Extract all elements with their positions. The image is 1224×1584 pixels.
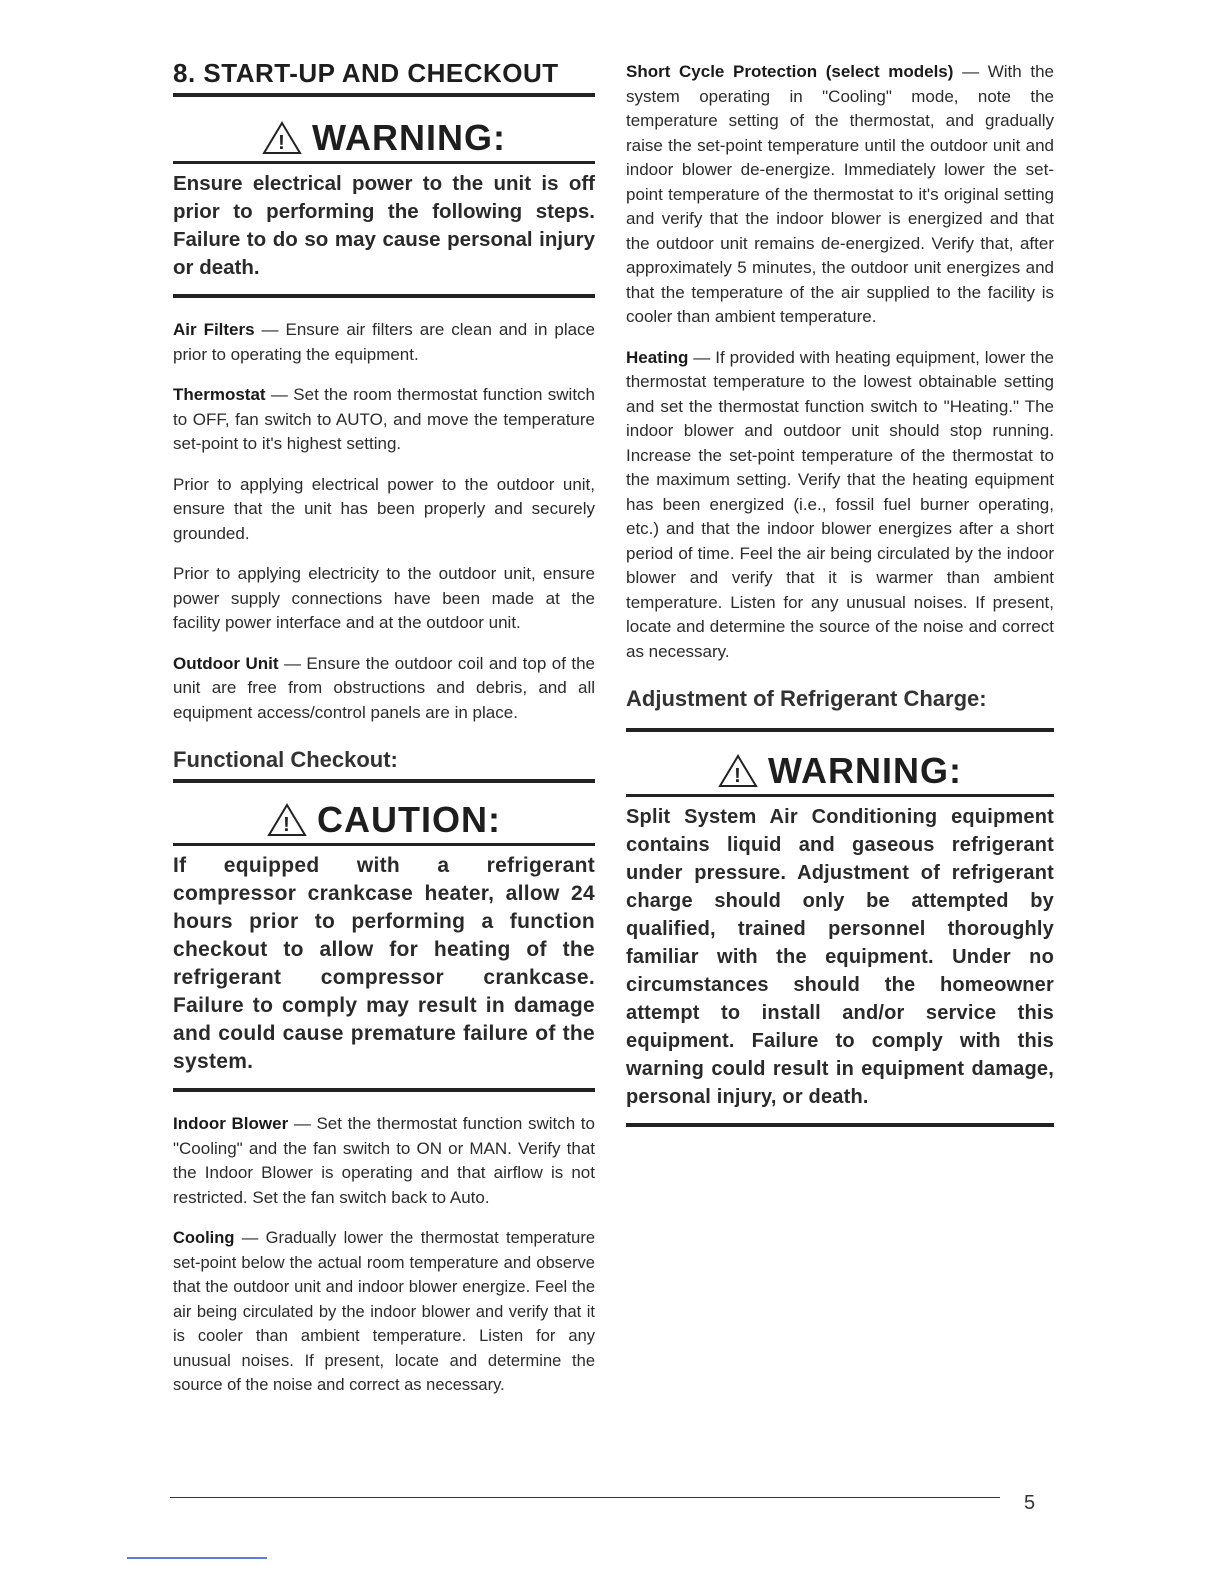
warning-heading-text: WARNING:: [312, 117, 506, 158]
thermostat-paragraph: [173, 383, 595, 457]
scan-mark-line: [127, 1557, 267, 1559]
svg-text:!: !: [734, 765, 742, 787]
functional-checkout-title: Functional Checkout:: [173, 747, 595, 783]
heating-paragraph: [626, 346, 1054, 665]
short-cycle-label: Short Cycle Protection (select models): [626, 62, 954, 81]
thermostat-label: Thermostat: [173, 385, 266, 404]
heating-text: — If provided with heating equipment, lower the thermostat temperature to the lowest obtainable setting and set the thermostat function switch to "Heating." The indoor blower and outdoor unit should stop running. Increase the set-point temperature of the thermostat to the maximum setting. Verify that the heating equipment has been energized (i.e., fossil fuel burner operating, etc.) and that the indoor blower energizes after a short period of time. Feel the air being circulated by the indoor blower and verify that it is warmer than ambient temperature. Listen for any unusual noises. If present, locate and determine the source of the noise and correct as necessary.: [626, 347, 1054, 661]
air-filters-label: Air Filters: [173, 320, 255, 339]
warning-heading-2: [626, 736, 1054, 797]
caution-text: If equipped with a refrigerant compressor crankcase heater, allow 24 hours prior to performing a function checkout to allow for heating of the refrigerant compressor crankcase. Failure to comply may result in damage and could cause premature failure of the system.: [173, 852, 595, 1092]
warning-heading: [173, 103, 595, 164]
section-title: 8. START-UP AND CHECKOUT: [173, 58, 595, 97]
power-supply-paragraph: Prior to applying electricity to the outdoor unit, ensure power supply connections have been made at the facility power interface and at the outdoor unit.: [173, 564, 595, 632]
warning-triangle-icon: [267, 803, 307, 837]
adjustment-title: Adjustment of Refrigerant Charge:: [626, 686, 1054, 732]
warning-heading-2-text: WARNING:: [768, 750, 962, 791]
caution-heading: [173, 785, 595, 846]
svg-text:!: !: [278, 132, 286, 154]
outdoor-unit-paragraph: [173, 652, 595, 726]
cooling-paragraph: [173, 1226, 595, 1398]
heating-label: Heating: [626, 347, 689, 367]
caution-heading-text: CAUTION:: [317, 799, 501, 840]
warning-text: Ensure electrical power to the unit is off prior to performing the following steps. Failure to do so may cause personal injury or death.: [173, 170, 595, 298]
air-filters-paragraph: [173, 318, 595, 367]
warning-triangle-icon: [718, 754, 758, 788]
short-cycle-paragraph: [626, 60, 1054, 330]
thermostat-text: — Set the room thermostat function switch to OFF, fan switch to AUTO, and move the temperature set-point to it's highest setting.: [173, 385, 595, 453]
air-filters-text: — Ensure air filters are clean and in place prior to operating the equipment.: [173, 320, 596, 364]
indoor-blower-label: Indoor Blower: [173, 1114, 289, 1133]
short-cycle-text: — With the system operating in "Cooling" mode, note the temperature setting of the thermostat, and gradually raise the set-point temperature until the outdoor unit and indoor blower de-energize. Immediately lower the set-point temperature of the thermostat to it's original setting and verify that the indoor blower is energized and that the outdoor unit remains de-energized. Verify that, after approximately 5 minutes, the outdoor unit energizes and that the temperature of the air supplied to the facility is cooler than ambient temperature.: [626, 62, 1054, 326]
indoor-blower-paragraph: [173, 1112, 595, 1210]
left-column: [173, 58, 595, 1414]
right-column: [626, 60, 1054, 1127]
grounded-paragraph: Prior to applying electrical power to the outdoor unit, ensure that the unit has been properly and securely grounded.: [173, 474, 595, 543]
cooling-text: — Gradually lower the thermostat temperature set-point below the actual room temperature and observe that the outdoor unit and indoor blower energize. Feel the air being circulated by the indoor blower and verify that it is cooler than ambient temperature. Listen for any unusual noises. If present, locate and determine the source of the noise and correct as necessary.: [173, 1229, 595, 1394]
refrigerant-warning-text: Split System Air Conditioning equipment contains liquid and gaseous refrigerant under pressure. Adjustment of refrigerant charge should only be attempted by qualified, trained personnel thoroughly familiar with the equipment. Under no circumstances should the homeowner attempt to install and/or service this equipment. Failure to comply with this warning could result in equipment damage, personal injury, or death.: [626, 803, 1054, 1127]
footer-rule: [170, 1497, 1000, 1498]
cooling-label: Cooling: [173, 1229, 235, 1247]
svg-text:!: !: [283, 814, 291, 836]
page-number: 5: [1024, 1492, 1036, 1514]
warning-triangle-icon: [262, 121, 302, 155]
outdoor-unit-text: — Ensure the outdoor coil and top of the unit are free from obstructions and debris, and all equipment access/control panels are in place.: [173, 653, 595, 722]
outdoor-unit-label: Outdoor Unit: [173, 653, 279, 673]
indoor-blower-text: — Set the thermostat function switch to "Cooling" and the fan switch to ON or MAN. Verify that the Indoor Blower is operating and that airflow is not restricted. Set the fan switch back to Auto.: [173, 1114, 595, 1207]
